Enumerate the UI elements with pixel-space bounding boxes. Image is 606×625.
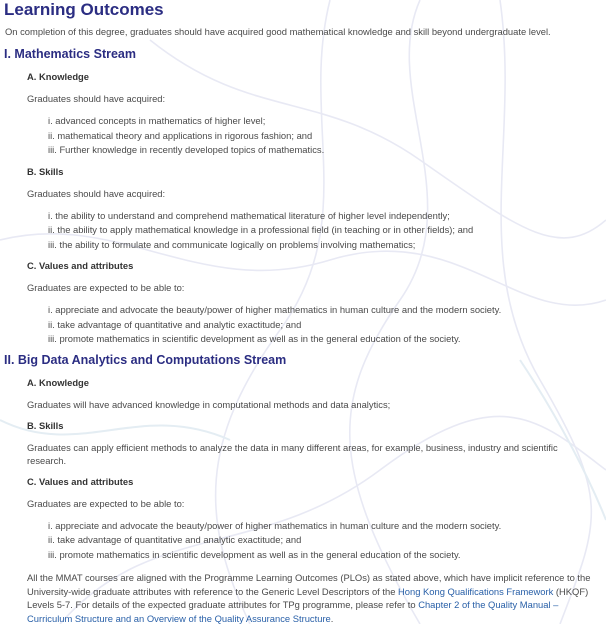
outcome-list [48,209,602,253]
stream-heading-mathematics: I. Mathematics Stream [4,47,136,61]
intro-paragraph: On completion of this degree, graduates should have acquired good mathematical knowledge and skill beyond undergraduate level. [5,26,551,37]
section-label-skills: B. Skills [27,419,64,431]
section-lead: Graduates are expected to be able to: [27,497,185,509]
list-item: ii. take advantage of quantitative and analytic exactitude; and [48,318,302,330]
section-label-knowledge: A. Knowledge [27,71,89,82]
section-lead: Graduates are expected to be able to: [27,282,185,293]
footer-text: (HKQF) Levels 5-7. For details of the expected graduate attributes for TPg programme, please refer to [27,585,589,610]
list-item: i. advanced concepts in mathematics of higher level; [48,115,266,126]
list-item: i. appreciate and advocate the beauty/power of higher mathematics in human culture and the modern society. [48,519,502,531]
page-title: Learning Outcomes [4,0,164,19]
list-item: i. appreciate and advocate the beauty/power of higher mathematics in human culture and the modern society. [48,304,502,315]
section-lead: Graduates can apply efficient methods to analyze the data in many different areas, for example, business, industry and scientific research. [27,441,558,466]
section-label-skills: B. Skills [27,165,64,177]
list-item: iii. Further knowledge in recently developed topics of mathematics. [48,144,325,155]
quality-manual-link[interactable]: Chapter 2 of the Quality Manual – Curriculum Structure and an Overview of the Quality Assurance Structure [27,599,559,624]
footer-paragraph [27,571,602,625]
list-item: iii. the ability to formulate and communicate logically on problems involving mathematics; [48,238,416,250]
list-item: iii. promote mathematics in scientific development as well as in the general education of the society. [48,333,461,344]
list-item: i. the ability to understand and comprehend mathematical literature of higher level independently; [48,209,450,221]
section-lead: Graduates should have acquired: [27,93,166,104]
outcome-list [48,303,602,347]
section-label-knowledge: A. Knowledge [27,376,89,388]
list-item: ii. mathematical theory and applications in rigorous fashion; and [48,129,313,141]
section-lead: Graduates should have acquired: [27,187,166,199]
section-label-values: C. Values and attributes [27,475,134,487]
stream-heading-big-data: II. Big Data Analytics and Computations Stream [4,352,287,367]
list-item: ii. take advantage of quantitative and analytic exactitude; and [48,534,302,545]
outcome-list [48,114,602,158]
section-lead: Graduates will have advanced knowledge in computational methods and data analytics; [27,398,391,410]
outcome-list [48,519,602,563]
list-item: ii. the ability to apply mathematical knowledge in a professional field (in teaching or in other fields); and [48,224,474,235]
section-label-values: C. Values and attributes [27,260,134,271]
footer-text: All the MMAT courses are aligned with the Programme Learning Outcomes (PLOs) as stated above, which have implicit reference to the University-wide graduate attributes with reference to the Generic Level Descriptors of the [27,572,591,597]
hkqf-link[interactable]: Hong Kong Qualifications Framework [398,585,554,597]
footer-text: . [330,612,334,624]
list-item: iii. promote mathematics in scientific development as well as in the general education of the society. [48,548,461,560]
